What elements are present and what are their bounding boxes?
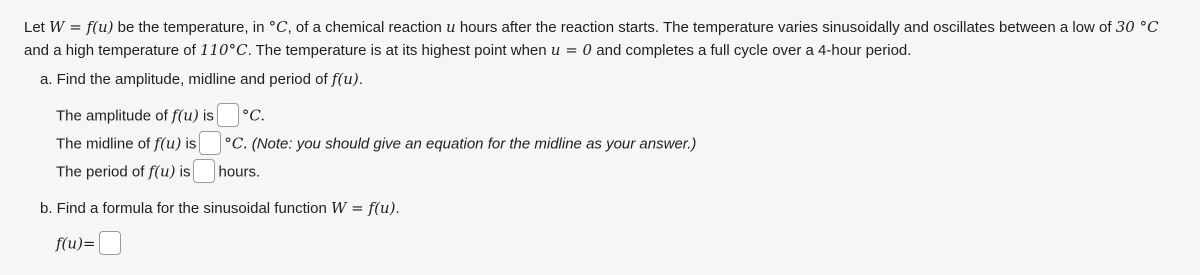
problem-text: be the temperature, in — [113, 19, 269, 36]
part-b-text: . — [395, 200, 400, 217]
math-high-temp: 110°C — [199, 41, 248, 59]
math-fu: f(u) — [171, 106, 199, 125]
math-u-equals-0: u = 0 — [550, 41, 593, 59]
midline-is: is — [181, 135, 197, 153]
amplitude-is: is — [198, 107, 214, 125]
part-b-prompt — [40, 199, 400, 217]
problem-text: . The temperature is at its highest point when — [247, 42, 551, 59]
problem-text: and a high temperature of — [24, 42, 200, 59]
period-row — [56, 162, 260, 183]
midline-unit: °C. — [224, 134, 248, 153]
math-fu: f(u) — [154, 134, 182, 153]
amplitude-row — [56, 106, 265, 127]
math-equals: = — [64, 18, 87, 36]
amplitude-unit: °C. — [241, 106, 266, 125]
math-W-equals-fu: W = f(u) — [331, 199, 396, 217]
part-b-text: b. Find a formula for the sinusoidal function — [40, 200, 331, 217]
math-W: W — [49, 18, 65, 36]
part-a-prompt — [40, 70, 363, 88]
midline-label: The midline of — [56, 135, 155, 153]
math-fu: f(u) — [148, 162, 176, 181]
amplitude-label: The amplitude of — [56, 107, 172, 125]
formula-answer-input[interactable] — [99, 231, 121, 255]
problem-text: Let — [24, 19, 50, 36]
problem-text: , of a chemical reaction — [287, 19, 446, 36]
formula-row — [56, 234, 124, 255]
problem-text: hours after the reaction starts. The temperature varies sinusoidally and oscillates between a low of — [455, 19, 1116, 36]
part-a-text: . — [358, 71, 363, 88]
amplitude-answer-input[interactable] — [217, 103, 239, 127]
problem-text: and completes a full cycle over a 4-hour period. — [592, 42, 912, 59]
math-low-temp: 30 °C — [1115, 18, 1159, 36]
midline-row — [56, 134, 696, 155]
period-unit: hours. — [218, 163, 261, 181]
math-fu: f(u) — [86, 18, 114, 36]
period-is: is — [175, 163, 191, 181]
math-degC: °C — [268, 18, 288, 36]
period-answer-input[interactable] — [193, 159, 215, 183]
part-a-text: a. Find the amplitude, midline and period of — [40, 71, 332, 88]
problem-statement — [24, 16, 1184, 62]
math-fu: f(u) — [331, 70, 359, 88]
formula-label: f(u)= — [56, 234, 96, 253]
midline-answer-input[interactable] — [199, 131, 221, 155]
math-u: u — [445, 18, 456, 36]
midline-note: (Note: you should give an equation for the midline as your answer.) — [247, 135, 697, 153]
period-label: The period of — [56, 163, 149, 181]
